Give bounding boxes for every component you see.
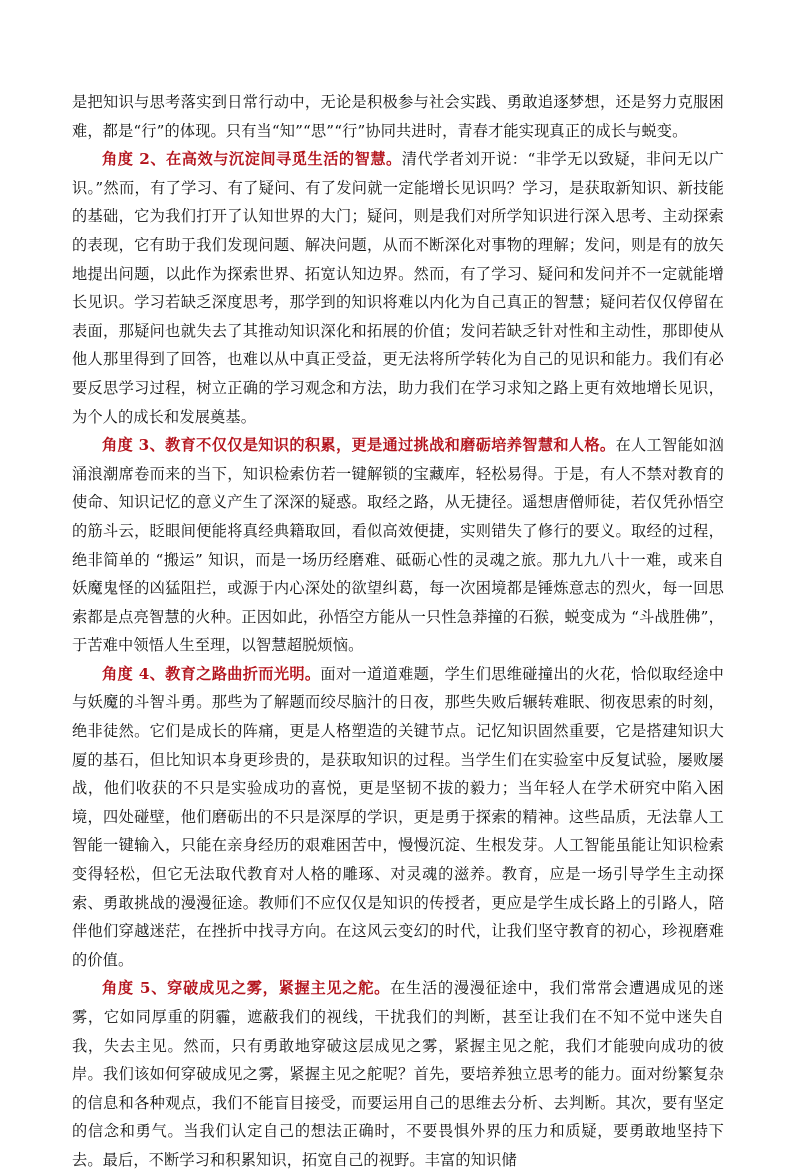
paragraph-continuation — [72, 88, 724, 145]
angle-heading: 角度 3、教育不仅仅是知识的积累，更是通过挑战和磨砺培养智慧和人格。 — [102, 436, 616, 455]
angle-heading: 角度 4、教育之路曲折而光明。 — [102, 664, 321, 683]
document-body — [72, 88, 724, 1175]
paragraph-angle-4 — [72, 660, 724, 975]
paragraph-angle-5 — [72, 974, 724, 1174]
paragraph-angle-2 — [72, 145, 724, 431]
paragraph-text: 是把知识与思考落实到日常行动中，无论是积极参与社会实践、勇敢追逐梦想，还是努力克服困难，都是“行”的体现。只有当“知”“思”“行”协同共进时，青春才能实现真正的成长与蜕变。 — [72, 93, 724, 140]
angle-heading: 角度 5、穿破成见之雾，紧握主见之舵。 — [102, 979, 391, 998]
paragraph-angle-3 — [72, 431, 724, 660]
paragraph-text: 在人工智能如汹涌浪潮席卷而来的当下，知识检索仿若一键解锁的宝藏库，轻松易得。于是，有人不禁对教育的使命、知识记忆的意义产生了深深的疑惑。取经之路，从无捷径。遥想唐僧师徒，若仅凭孙悟空的筋斗云，眨眼间便能将真经典籍取回，看似高效便捷，实则错失了修行的要义。取经的过程，绝非简单的 “搬运” 知识，而是一场历经磨难、砥砺心性的灵魂之旅。那九九八十一难，或来自妖魔鬼怪的凶猛阻拦，或源于内心深处的欲望纠葛，每一次困境都是锤炼意志的烈火，每一回思索都是点亮智慧的火种。正因如此，孙悟空方能从一只性急莽撞的石猴，蜕变成为 “斗战胜佛”，于苦难中领悟人生至理，以智慧超脱烦恼。 — [72, 436, 724, 655]
paragraph-text: 清代学者刘开说：“非学无以致疑，非问无以广识。”然而，有了学习、有了疑问、有了发问就一定能增长见识吗？学习，是获取新知识、新技能的基础，它为我们打开了认知世界的大门；疑问，则是我们对所学知识进行深入思考、主动探索的表现，它有助于我们发现问题、解决问题，从而不断深化对事物的理解；发问，则是有的放矢地提出问题，以此作为探索世界、拓宽认知边界。然而，有了学习、疑问和发问并不一定就能增长见识。学习若缺乏深度思考，那学到的知识将难以内化为自己真正的智慧；疑问若仅仅停留在表面，那疑问也就失去了其推动知识深化和拓展的价值；发问若缺乏针对性和主动性，那即使从他人那里得到了回答，也难以从中真正受益，更无法将所学转化为自己的见识和能力。我们有必要反思学习过程，树立正确的学习观念和方法，助力我们在学习求知之路上更有效地增长见识，为个人的成长和发展奠基。 — [72, 150, 724, 426]
paragraph-text: 面对一道道难题，学生们思维碰撞出的火花，恰似取经途中与妖魔的斗智斗勇。那些为了解题而绞尽脑汁的日夜，那些失败后辗转难眠、彻夜思索的时刻，绝非徒然。它们是成长的阵痛，更是人格塑造的关键节点。记忆知识固然重要，它是搭建知识大厦的基石，但比知识本身更珍贵的，是获取知识的过程。当学生们在实验室中反复试验，屡败屡战，他们收获的不只是实验成功的喜悦，更是坚韧不拔的毅力；当年轻人在学术研究中陷入困境，四处碰壁，他们磨砺出的不只是深厚的学识，更是勇于探索的精神。这些品质，无法靠人工智能一键输入，只能在亲身经历的艰难困苦中，慢慢沉淀、生根发芽。人工智能虽能让知识检索变得轻松，但它无法取代教育对人格的雕琢、对灵魂的滋养。教育，应是一场引导学生主动探索、勇敢挑战的漫漫征途。教师们不应仅仅是知识的传授者，更应是学生成长路上的引路人，陪伴他们穿越迷茫，在挫折中找寻方向。在这风云变幻的时代，让我们坚守教育的初心，珍视磨难的价值。 — [72, 664, 724, 969]
paragraph-text: 在生活的漫漫征途中，我们常常会遭遇成见的迷雾，它如同厚重的阴霾，遮蔽我们的视线，干扰我们的判断，甚至让我们在不知不觉中迷失自我，失去主见。然而，只有勇敢地穿破这层成见之雾，紧握主见之舵，我们才能驶向成功的彼岸。我们该如何穿破成见之雾，紧握主见之舵呢？首先，要培养独立思考的能力。面对纷繁复杂的信息和各种观点，我们不能盲目接受，而要运用自己的思维去分析、去判断。其次，要有坚定的信念和勇气。当我们认定自己的想法正确时，不要畏惧外界的压力和质疑，要勇敢地坚持下去。最后，不断学习和积累知识，拓宽自己的视野。丰富的知识储 — [72, 979, 724, 1169]
angle-heading: 角度 2、在高效与沉淀间寻觅生活的智慧。 — [102, 150, 402, 169]
